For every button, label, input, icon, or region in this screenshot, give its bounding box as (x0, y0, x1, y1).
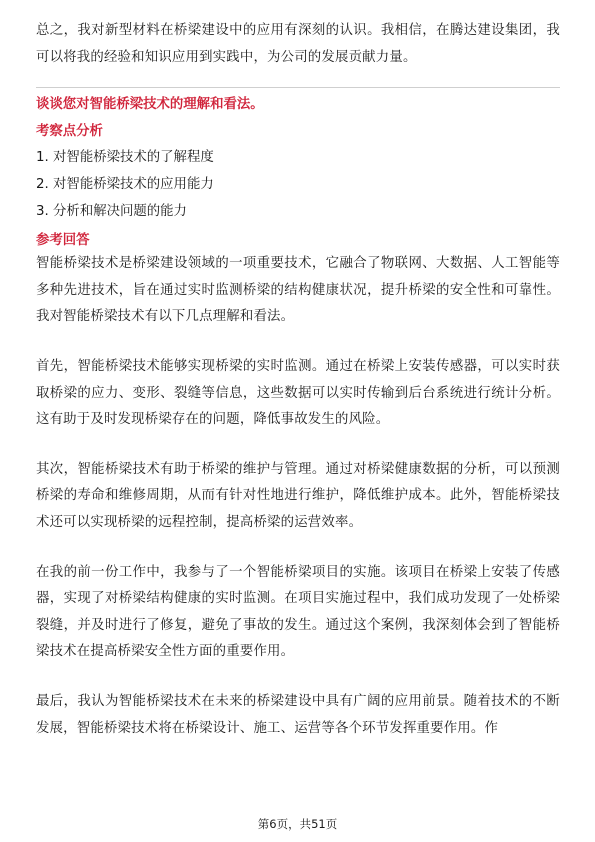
answer-paragraph: 首先，智能桥梁技术能够实现桥梁的实时监测。通过在桥梁上安装传感器，可以实时获取桥梁的应力、变形、裂缝等信息，这些数据可以实时传输到后台系统进行统计分析。这有助于及时发现桥梁存在的问题，降低事故发生的风险。 (36, 358, 560, 428)
analysis-point: 2. 对智能桥梁技术的应用能力 (36, 177, 214, 193)
answer-paragraph: 最后，我认为智能桥梁技术在未来的桥梁建设中具有广阔的应用前景。随着技术的不断发展，智能桥梁技术将在桥梁设计、施工、运营等各个环节发挥重要作用。作 (36, 693, 560, 736)
document-page (36, 18, 560, 742)
answer-paragraph: 智能桥梁技术是桥梁建设领域的一项重要技术，它融合了物联网、大数据、人工智能等多种先进技术，旨在通过实时监测桥梁的结构健康状况，提升桥梁的安全性和可靠性。我对智能桥梁技术有以下几点理解和看法。 (36, 256, 560, 325)
answer-paragraph: 其次，智能桥梁技术有助于桥梁的维护与管理。通过对桥梁健康数据的分析，可以预测桥梁的寿命和维修周期，从而有针对性地进行维护，降低维护成本。此外，智能桥梁技术还可以实现桥梁的远程控制，提高桥梁的运营效率。 (36, 461, 560, 530)
analysis-heading: 考察点分析 (36, 124, 103, 140)
intro-paragraph: 总之，我对新型材料在桥梁建设中的应用有深刻的认识。我相信，在腾达建设集团，我可以将我的经验和知识应用到实践中，为公司的发展贡献力量。 (36, 23, 560, 65)
analysis-point: 1. 对智能桥梁技术的了解程度 (36, 150, 214, 166)
page-number: 第6页，共51页 (257, 817, 338, 831)
answer-heading: 参考回答 (36, 233, 90, 249)
analysis-points (36, 144, 560, 225)
interview-question: 谈谈您对智能桥梁技术的理解和看法。 (36, 97, 264, 113)
analysis-point: 3. 分析和解决问题的能力 (36, 204, 187, 220)
section-divider (36, 87, 560, 88)
answer-paragraph: 在我的前一份工作中，我参与了一个智能桥梁项目的实施。该项目在桥梁上安装了传感器，实现了对桥梁结构健康的实时监测。在项目实施过程中，我们成功发现了一处桥梁裂缝，并及时进行了修复，避免了事故的发生。通过这个案例，我深刻体会到了智能桥梁技术在提高桥梁安全性方面的重要作用。 (36, 564, 560, 660)
